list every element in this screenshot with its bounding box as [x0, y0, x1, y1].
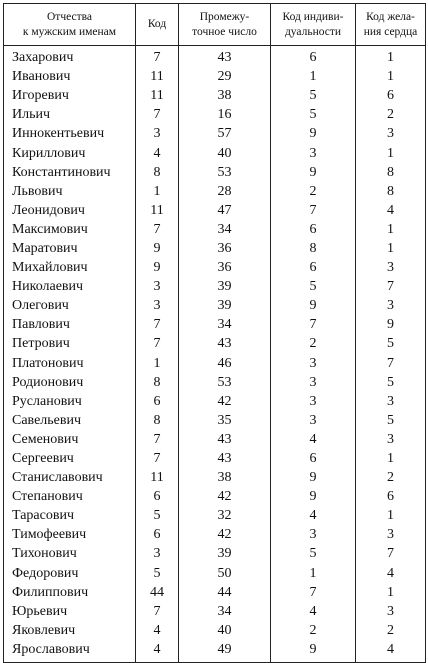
table-row	[4, 564, 426, 583]
cell-intermediate-number: 29	[179, 67, 271, 86]
cell-code: 8	[136, 163, 179, 182]
cell-intermediate-number: 42	[179, 392, 271, 411]
header-line: точное число	[192, 25, 257, 38]
cell-code: 7	[136, 105, 179, 124]
cell-individuality-code: 7	[271, 315, 356, 334]
cell-heart-desire-code: 7	[356, 354, 426, 373]
cell-code: 5	[136, 506, 179, 525]
table-row	[4, 354, 426, 373]
cell-individuality-code: 5	[271, 105, 356, 124]
cell-intermediate-number: 42	[179, 487, 271, 506]
cell-code: 11	[136, 468, 179, 487]
table-row	[4, 583, 426, 602]
table-row	[4, 315, 426, 334]
cell-intermediate-number: 44	[179, 583, 271, 602]
cell-intermediate-number: 43	[179, 46, 271, 68]
cell-intermediate-number: 32	[179, 506, 271, 525]
cell-patronymic: Захарович	[4, 46, 136, 68]
cell-code: 1	[136, 182, 179, 201]
table-row	[4, 105, 426, 124]
header-code	[136, 4, 179, 46]
cell-patronymic: Савельевич	[4, 411, 136, 430]
cell-individuality-code: 1	[271, 564, 356, 583]
cell-code: 44	[136, 583, 179, 602]
table-row	[4, 544, 426, 563]
cell-heart-desire-code: 7	[356, 277, 426, 296]
cell-individuality-code: 7	[271, 583, 356, 602]
cell-individuality-code: 6	[271, 258, 356, 277]
table-row	[4, 525, 426, 544]
cell-code: 11	[136, 86, 179, 105]
cell-patronymic: Сергеевич	[4, 449, 136, 468]
cell-code: 3	[136, 544, 179, 563]
cell-heart-desire-code: 3	[356, 602, 426, 621]
header-heart-desire-code	[356, 4, 426, 46]
cell-patronymic: Иннокентьевич	[4, 124, 136, 143]
cell-individuality-code: 3	[271, 411, 356, 430]
cell-heart-desire-code: 2	[356, 468, 426, 487]
header-row	[4, 4, 426, 46]
cell-intermediate-number: 39	[179, 277, 271, 296]
cell-patronymic: Русланович	[4, 392, 136, 411]
cell-heart-desire-code: 6	[356, 487, 426, 506]
table-row	[4, 182, 426, 201]
cell-individuality-code: 5	[271, 277, 356, 296]
cell-patronymic: Олегович	[4, 296, 136, 315]
cell-heart-desire-code: 3	[356, 258, 426, 277]
table-row	[4, 67, 426, 86]
cell-code: 4	[136, 143, 179, 162]
cell-heart-desire-code: 1	[356, 67, 426, 86]
cell-heart-desire-code: 3	[356, 124, 426, 143]
table-row	[4, 220, 426, 239]
cell-code: 6	[136, 525, 179, 544]
cell-code: 7	[136, 430, 179, 449]
cell-patronymic: Кириллович	[4, 143, 136, 162]
cell-intermediate-number: 38	[179, 468, 271, 487]
cell-code: 8	[136, 411, 179, 430]
table-row	[4, 640, 426, 663]
cell-code: 3	[136, 277, 179, 296]
cell-patronymic: Степанович	[4, 487, 136, 506]
cell-individuality-code: 8	[271, 239, 356, 258]
cell-patronymic: Родионович	[4, 373, 136, 392]
cell-patronymic: Маратович	[4, 239, 136, 258]
cell-intermediate-number: 42	[179, 525, 271, 544]
cell-patronymic: Павлович	[4, 315, 136, 334]
table-row	[4, 506, 426, 525]
cell-code: 7	[136, 315, 179, 334]
cell-patronymic: Максимович	[4, 220, 136, 239]
cell-patronymic: Тихонович	[4, 544, 136, 563]
cell-code: 1	[136, 354, 179, 373]
cell-individuality-code: 5	[271, 86, 356, 105]
cell-heart-desire-code: 4	[356, 201, 426, 220]
table-row	[4, 258, 426, 277]
cell-intermediate-number: 36	[179, 258, 271, 277]
cell-individuality-code: 9	[271, 163, 356, 182]
cell-code: 9	[136, 239, 179, 258]
cell-code: 9	[136, 258, 179, 277]
cell-intermediate-number: 43	[179, 430, 271, 449]
cell-individuality-code: 4	[271, 602, 356, 621]
cell-heart-desire-code: 3	[356, 430, 426, 449]
cell-patronymic: Леонидович	[4, 201, 136, 220]
table-row	[4, 239, 426, 258]
table-header	[4, 4, 426, 46]
table-row	[4, 487, 426, 506]
cell-heart-desire-code: 1	[356, 46, 426, 68]
table-body	[4, 46, 426, 663]
cell-code: 3	[136, 124, 179, 143]
patronymic-codes-table	[3, 3, 426, 663]
cell-individuality-code: 3	[271, 392, 356, 411]
cell-intermediate-number: 34	[179, 220, 271, 239]
header-line: Код индиви-	[282, 10, 344, 23]
cell-intermediate-number: 39	[179, 544, 271, 563]
cell-intermediate-number: 39	[179, 296, 271, 315]
cell-code: 4	[136, 640, 179, 663]
table-row	[4, 143, 426, 162]
cell-heart-desire-code: 9	[356, 315, 426, 334]
table-row	[4, 46, 426, 68]
table-row	[4, 201, 426, 220]
cell-individuality-code: 5	[271, 544, 356, 563]
cell-intermediate-number: 36	[179, 239, 271, 258]
cell-patronymic: Тимофеевич	[4, 525, 136, 544]
cell-intermediate-number: 43	[179, 449, 271, 468]
cell-intermediate-number: 49	[179, 640, 271, 663]
table-row	[4, 411, 426, 430]
table-row	[4, 430, 426, 449]
cell-code: 7	[136, 334, 179, 353]
cell-code: 7	[136, 602, 179, 621]
cell-individuality-code: 9	[271, 640, 356, 663]
table-row	[4, 277, 426, 296]
cell-intermediate-number: 40	[179, 143, 271, 162]
cell-patronymic: Платонович	[4, 354, 136, 373]
cell-individuality-code: 2	[271, 621, 356, 640]
cell-patronymic: Константинович	[4, 163, 136, 182]
cell-heart-desire-code: 4	[356, 564, 426, 583]
cell-patronymic: Игоревич	[4, 86, 136, 105]
cell-intermediate-number: 43	[179, 334, 271, 353]
cell-heart-desire-code: 7	[356, 544, 426, 563]
table-row	[4, 392, 426, 411]
cell-individuality-code: 3	[271, 525, 356, 544]
table-row	[4, 468, 426, 487]
cell-code: 7	[136, 220, 179, 239]
cell-code: 6	[136, 487, 179, 506]
table-row	[4, 86, 426, 105]
cell-heart-desire-code: 8	[356, 163, 426, 182]
cell-individuality-code: 9	[271, 468, 356, 487]
cell-patronymic: Петрович	[4, 334, 136, 353]
header-line: Промежу-	[199, 10, 250, 23]
cell-heart-desire-code: 5	[356, 334, 426, 353]
cell-heart-desire-code: 1	[356, 239, 426, 258]
header-line: Код	[147, 18, 167, 30]
cell-intermediate-number: 34	[179, 315, 271, 334]
table-row	[4, 334, 426, 353]
cell-intermediate-number: 16	[179, 105, 271, 124]
cell-individuality-code: 2	[271, 334, 356, 353]
header-line: к мужским именам	[22, 25, 117, 38]
cell-heart-desire-code: 4	[356, 640, 426, 663]
cell-individuality-code: 7	[271, 201, 356, 220]
header-line: Код жела-	[366, 10, 415, 23]
cell-code: 4	[136, 621, 179, 640]
cell-heart-desire-code: 1	[356, 583, 426, 602]
cell-patronymic: Тарасович	[4, 506, 136, 525]
cell-intermediate-number: 40	[179, 621, 271, 640]
cell-heart-desire-code: 3	[356, 392, 426, 411]
cell-patronymic: Станиславович	[4, 468, 136, 487]
cell-code: 11	[136, 201, 179, 220]
cell-intermediate-number: 46	[179, 354, 271, 373]
cell-intermediate-number: 53	[179, 373, 271, 392]
cell-heart-desire-code: 1	[356, 449, 426, 468]
cell-intermediate-number: 50	[179, 564, 271, 583]
cell-heart-desire-code: 6	[356, 86, 426, 105]
table-row	[4, 602, 426, 621]
cell-intermediate-number: 34	[179, 602, 271, 621]
cell-individuality-code: 9	[271, 124, 356, 143]
header-line: дуальности	[284, 25, 342, 38]
header-line: Отчества	[46, 10, 93, 23]
table-row	[4, 124, 426, 143]
cell-patronymic: Семенович	[4, 430, 136, 449]
cell-individuality-code: 3	[271, 373, 356, 392]
cell-intermediate-number: 47	[179, 201, 271, 220]
table-row	[4, 373, 426, 392]
cell-individuality-code: 6	[271, 46, 356, 68]
cell-heart-desire-code: 5	[356, 411, 426, 430]
cell-code: 11	[136, 67, 179, 86]
cell-patronymic: Иванович	[4, 67, 136, 86]
table-row	[4, 621, 426, 640]
cell-patronymic: Яковлевич	[4, 621, 136, 640]
cell-heart-desire-code: 2	[356, 621, 426, 640]
cell-code: 7	[136, 46, 179, 68]
cell-intermediate-number: 57	[179, 124, 271, 143]
cell-heart-desire-code: 1	[356, 220, 426, 239]
cell-patronymic: Николаевич	[4, 277, 136, 296]
cell-heart-desire-code: 1	[356, 143, 426, 162]
cell-intermediate-number: 38	[179, 86, 271, 105]
cell-patronymic: Львович	[4, 182, 136, 201]
cell-heart-desire-code: 3	[356, 296, 426, 315]
cell-intermediate-number: 35	[179, 411, 271, 430]
cell-patronymic: Федорович	[4, 564, 136, 583]
cell-code: 6	[136, 392, 179, 411]
header-line: ния сердца	[363, 25, 418, 38]
cell-individuality-code: 3	[271, 143, 356, 162]
cell-individuality-code: 1	[271, 67, 356, 86]
cell-patronymic: Ильич	[4, 105, 136, 124]
cell-individuality-code: 6	[271, 449, 356, 468]
cell-patronymic: Михайлович	[4, 258, 136, 277]
cell-patronymic: Филиппович	[4, 583, 136, 602]
cell-code: 7	[136, 449, 179, 468]
cell-patronymic: Ярославович	[4, 640, 136, 663]
cell-individuality-code: 3	[271, 354, 356, 373]
cell-heart-desire-code: 3	[356, 525, 426, 544]
cell-code: 8	[136, 373, 179, 392]
table-row	[4, 296, 426, 315]
cell-intermediate-number: 28	[179, 182, 271, 201]
cell-heart-desire-code: 1	[356, 506, 426, 525]
cell-individuality-code: 4	[271, 506, 356, 525]
cell-patronymic: Юрьевич	[4, 602, 136, 621]
cell-heart-desire-code: 5	[356, 373, 426, 392]
cell-code: 5	[136, 564, 179, 583]
cell-intermediate-number: 53	[179, 163, 271, 182]
cell-individuality-code: 6	[271, 220, 356, 239]
cell-heart-desire-code: 2	[356, 105, 426, 124]
header-individuality-code	[271, 4, 356, 46]
table-row	[4, 163, 426, 182]
cell-individuality-code: 4	[271, 430, 356, 449]
cell-code: 3	[136, 296, 179, 315]
header-intermediate-number	[179, 4, 271, 46]
cell-heart-desire-code: 8	[356, 182, 426, 201]
cell-individuality-code: 2	[271, 182, 356, 201]
header-patronymic	[4, 4, 136, 46]
cell-individuality-code: 9	[271, 296, 356, 315]
table-row	[4, 449, 426, 468]
cell-individuality-code: 9	[271, 487, 356, 506]
